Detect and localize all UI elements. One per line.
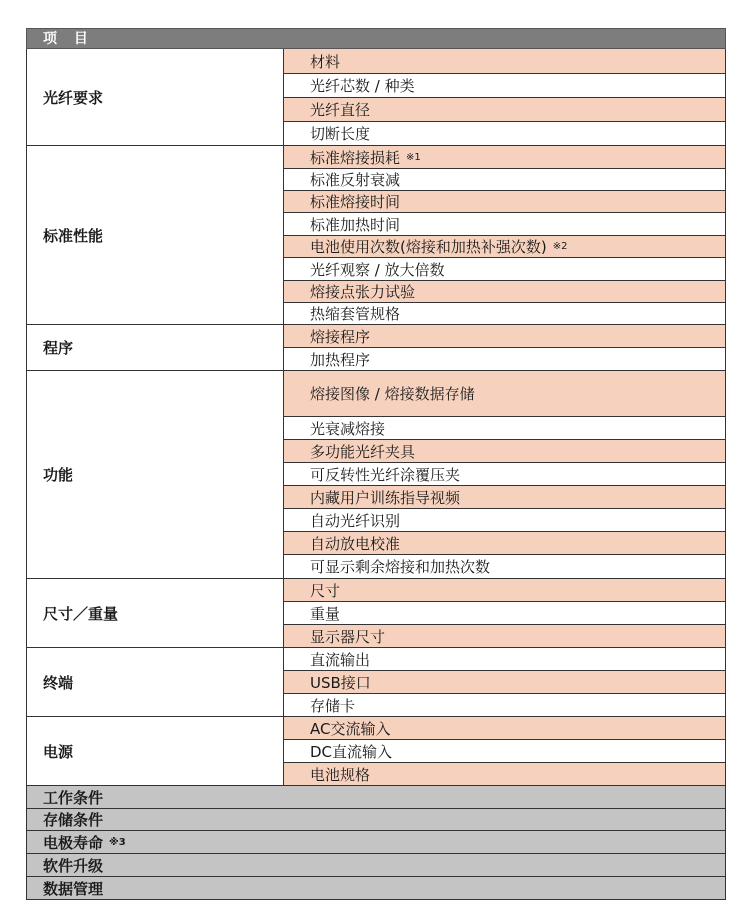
spec-item: 自动光纤识别	[284, 509, 726, 532]
spec-item: 可显示剩余熔接和加热次数	[284, 555, 726, 579]
group-label-terminals: 终端	[26, 648, 284, 717]
group-label-size-weight: 尺寸／重量	[26, 579, 284, 648]
spec-item: USB接口	[284, 671, 726, 694]
spec-item: 熔接点张力试验	[284, 281, 726, 303]
spec-item: 熔接图像 / 熔接数据存储	[284, 371, 726, 417]
spec-item: 电池规格	[284, 763, 726, 786]
row-electrode-life	[26, 831, 726, 854]
spec-item: 多功能光纤夹具	[284, 440, 726, 463]
spec-item: 光纤观察 / 放大倍数	[284, 258, 726, 281]
row-electrode-life-text: 电极寿命	[43, 833, 104, 852]
footnote-mark: ※1	[406, 151, 421, 163]
spec-item	[284, 146, 726, 169]
spec-item: 材料	[284, 49, 726, 74]
row-operating-conditions: 工作条件	[26, 786, 726, 809]
spec-item: 内藏用户训练指导视频	[284, 486, 726, 509]
spec-item: 存储卡	[284, 694, 726, 717]
table-header: 项 目	[26, 28, 726, 49]
spec-item-text: 电池使用次数(熔接和加热补强次数)	[310, 238, 547, 256]
spec-item: 尺寸	[284, 579, 726, 602]
group-label-programs: 程序	[26, 325, 284, 371]
spec-item	[284, 236, 726, 258]
spec-item: 热缩套管规格	[284, 303, 726, 325]
group-label-standard-performance: 标准性能	[26, 146, 284, 325]
row-data-management: 数据管理	[26, 877, 726, 900]
spec-item: 标准加热时间	[284, 213, 726, 236]
spec-item: 熔接程序	[284, 325, 726, 348]
spec-item: 光衰减熔接	[284, 417, 726, 440]
row-software-upgrade: 软件升级	[26, 854, 726, 877]
group-label-functions: 功能	[26, 371, 284, 579]
row-storage-conditions: 存储条件	[26, 809, 726, 831]
spec-item: 自动放电校准	[284, 532, 726, 555]
spec-item: 光纤直径	[284, 98, 726, 122]
spec-item: 标准反射衰减	[284, 169, 726, 191]
spec-item: AC交流输入	[284, 717, 726, 740]
spec-item-text: 标准熔接损耗	[310, 148, 401, 167]
spec-table	[26, 28, 726, 900]
group-label-power: 电源	[26, 717, 284, 786]
spec-item: DC直流输入	[284, 740, 726, 763]
footnote-mark: ※2	[552, 241, 568, 252]
spec-item: 加热程序	[284, 348, 726, 371]
spec-item: 标准熔接时间	[284, 191, 726, 213]
spec-item: 直流输出	[284, 648, 726, 671]
footnote-mark: ※3	[109, 836, 126, 848]
spec-item: 切断长度	[284, 122, 726, 146]
spec-item: 重量	[284, 602, 726, 625]
spec-item: 光纤芯数 / 种类	[284, 74, 726, 98]
spec-item: 可反转性光纤涂覆压夹	[284, 463, 726, 486]
group-label-fiber-requirements: 光纤要求	[26, 49, 284, 146]
spec-item: 显示器尺寸	[284, 625, 726, 648]
